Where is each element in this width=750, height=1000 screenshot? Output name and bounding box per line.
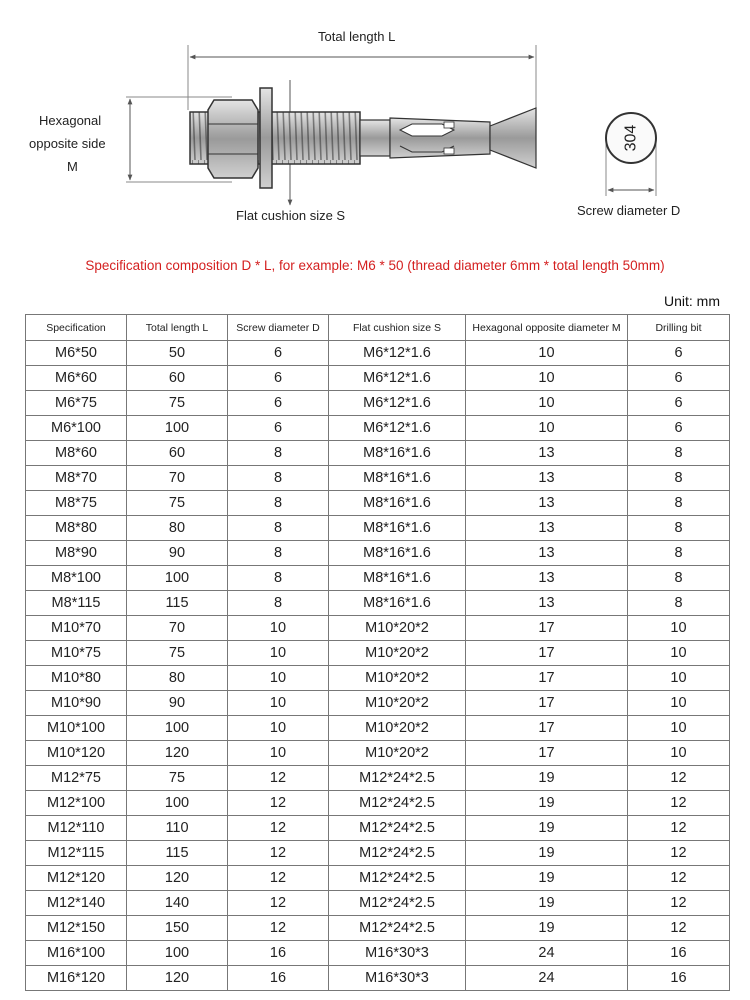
table-cell: 12 bbox=[228, 766, 329, 791]
table-cell: 13 bbox=[466, 441, 628, 466]
table-cell: M10*20*2 bbox=[329, 616, 466, 641]
table-cell: M12*110 bbox=[26, 816, 127, 841]
bolt-body bbox=[190, 88, 536, 188]
table-cell: M12*24*2.5 bbox=[329, 816, 466, 841]
table-cell: 17 bbox=[466, 716, 628, 741]
table-cell: 6 bbox=[628, 416, 730, 441]
table-cell: 12 bbox=[628, 791, 730, 816]
table-cell: M12*75 bbox=[26, 766, 127, 791]
table-cell: 115 bbox=[127, 591, 228, 616]
column-header: Total length L bbox=[127, 315, 228, 341]
table-cell: 19 bbox=[466, 841, 628, 866]
table-cell: M8*115 bbox=[26, 591, 127, 616]
table-row bbox=[26, 841, 730, 866]
table-cell: 6 bbox=[228, 416, 329, 441]
table-row bbox=[26, 766, 730, 791]
table-cell: M8*16*1.6 bbox=[329, 491, 466, 516]
table-cell: 24 bbox=[466, 941, 628, 966]
table-cell: 16 bbox=[228, 941, 329, 966]
table-cell: M8*60 bbox=[26, 441, 127, 466]
table-cell: 19 bbox=[466, 816, 628, 841]
table-cell: 75 bbox=[127, 391, 228, 416]
column-header: Flat cushion size S bbox=[329, 315, 466, 341]
table-cell: 8 bbox=[628, 491, 730, 516]
table-row bbox=[26, 741, 730, 766]
table-row bbox=[26, 416, 730, 441]
flat-cushion-label: Flat cushion size S bbox=[236, 208, 346, 223]
table-cell: 8 bbox=[628, 441, 730, 466]
table-cell: 12 bbox=[228, 791, 329, 816]
hex-label-line-3: M bbox=[67, 159, 78, 174]
table-cell: 19 bbox=[466, 916, 628, 941]
table-cell: 13 bbox=[466, 491, 628, 516]
column-header: Screw diameter D bbox=[228, 315, 329, 341]
table-cell: M12*24*2.5 bbox=[329, 766, 466, 791]
table-row bbox=[26, 341, 730, 366]
table-cell: M12*100 bbox=[26, 791, 127, 816]
table-cell: M6*12*1.6 bbox=[329, 416, 466, 441]
table-cell: 60 bbox=[127, 366, 228, 391]
table-cell: M12*24*2.5 bbox=[329, 841, 466, 866]
table-row bbox=[26, 616, 730, 641]
table-cell: 10 bbox=[628, 716, 730, 741]
table-cell: 10 bbox=[466, 391, 628, 416]
table-cell: M10*120 bbox=[26, 741, 127, 766]
table-cell: M8*80 bbox=[26, 516, 127, 541]
table-cell: M6*100 bbox=[26, 416, 127, 441]
table-cell: 17 bbox=[466, 691, 628, 716]
table-cell: 10 bbox=[628, 616, 730, 641]
table-row bbox=[26, 866, 730, 891]
table-cell: 12 bbox=[628, 866, 730, 891]
table-cell: M8*16*1.6 bbox=[329, 591, 466, 616]
table-row bbox=[26, 816, 730, 841]
table-cell: 19 bbox=[466, 791, 628, 816]
table-row bbox=[26, 591, 730, 616]
table-cell: M6*60 bbox=[26, 366, 127, 391]
table-cell: 140 bbox=[127, 891, 228, 916]
table-cell: 10 bbox=[466, 366, 628, 391]
table-cell: 19 bbox=[466, 866, 628, 891]
table-cell: M16*30*3 bbox=[329, 941, 466, 966]
table-cell: 70 bbox=[127, 616, 228, 641]
table-cell: 6 bbox=[228, 366, 329, 391]
table-cell: 17 bbox=[466, 616, 628, 641]
table-cell: 110 bbox=[127, 816, 228, 841]
table-cell: 13 bbox=[466, 541, 628, 566]
table-cell: 120 bbox=[127, 966, 228, 991]
table-row bbox=[26, 541, 730, 566]
table-cell: 19 bbox=[466, 766, 628, 791]
table-cell: M10*80 bbox=[26, 666, 127, 691]
table-row bbox=[26, 441, 730, 466]
table-cell: 8 bbox=[228, 441, 329, 466]
table-cell: 10 bbox=[628, 666, 730, 691]
table-cell: 12 bbox=[228, 841, 329, 866]
table-cell: 16 bbox=[628, 941, 730, 966]
table-cell: 24 bbox=[466, 966, 628, 991]
table-cell: 100 bbox=[127, 416, 228, 441]
table-row bbox=[26, 791, 730, 816]
table-cell: 8 bbox=[628, 591, 730, 616]
table-cell: 13 bbox=[466, 566, 628, 591]
table-cell: 6 bbox=[628, 341, 730, 366]
table-cell: 8 bbox=[628, 566, 730, 591]
table-cell: M10*100 bbox=[26, 716, 127, 741]
table-cell: 120 bbox=[127, 741, 228, 766]
table-cell: 8 bbox=[228, 516, 329, 541]
table-cell: 17 bbox=[466, 741, 628, 766]
table-cell: 13 bbox=[466, 516, 628, 541]
table-cell: 10 bbox=[628, 641, 730, 666]
table-cell: 10 bbox=[628, 691, 730, 716]
table-cell: 80 bbox=[127, 666, 228, 691]
table-cell: 90 bbox=[127, 691, 228, 716]
table-cell: 6 bbox=[628, 366, 730, 391]
table-cell: 8 bbox=[228, 491, 329, 516]
table-cell: 19 bbox=[466, 891, 628, 916]
table-cell: M10*20*2 bbox=[329, 641, 466, 666]
table-cell: 12 bbox=[628, 816, 730, 841]
table-cell: 10 bbox=[228, 616, 329, 641]
table-row bbox=[26, 941, 730, 966]
table-cell: 12 bbox=[628, 841, 730, 866]
table-header-row bbox=[26, 315, 730, 341]
table-cell: 12 bbox=[228, 891, 329, 916]
table-cell: 70 bbox=[127, 466, 228, 491]
table-cell: 6 bbox=[228, 341, 329, 366]
table-cell: M10*20*2 bbox=[329, 741, 466, 766]
table-cell: M10*70 bbox=[26, 616, 127, 641]
table-cell: M8*70 bbox=[26, 466, 127, 491]
table-row bbox=[26, 366, 730, 391]
table-cell: 100 bbox=[127, 716, 228, 741]
table-cell: M16*120 bbox=[26, 966, 127, 991]
table-cell: 8 bbox=[628, 466, 730, 491]
table-cell: 12 bbox=[628, 891, 730, 916]
spec-table bbox=[25, 314, 730, 991]
table-row bbox=[26, 716, 730, 741]
table-cell: M8*16*1.6 bbox=[329, 566, 466, 591]
column-header: Drilling bit bbox=[628, 315, 730, 341]
table-cell: M6*12*1.6 bbox=[329, 341, 466, 366]
table-cell: M12*115 bbox=[26, 841, 127, 866]
table-cell: 100 bbox=[127, 791, 228, 816]
table-cell: 12 bbox=[628, 766, 730, 791]
table-cell: M12*24*2.5 bbox=[329, 791, 466, 816]
table-cell: 100 bbox=[127, 566, 228, 591]
hex-label-line-1: Hexagonal bbox=[39, 113, 102, 128]
table-row bbox=[26, 491, 730, 516]
table-cell: 8 bbox=[628, 516, 730, 541]
table-cell: 16 bbox=[228, 966, 329, 991]
table-cell: 100 bbox=[127, 941, 228, 966]
table-cell: 8 bbox=[228, 591, 329, 616]
table-row bbox=[26, 641, 730, 666]
table-cell: 150 bbox=[127, 916, 228, 941]
specification-note: Specification composition D * L, for example: M6 * 50 (thread diameter 6mm * total length 50mm) bbox=[85, 258, 665, 273]
table-cell: 8 bbox=[228, 466, 329, 491]
hex-label-line-2: opposite side bbox=[29, 136, 106, 151]
screw-diameter-label: Screw diameter D bbox=[577, 203, 681, 218]
table-cell: 60 bbox=[127, 441, 228, 466]
table-cell: 8 bbox=[228, 566, 329, 591]
table-cell: 13 bbox=[466, 466, 628, 491]
table-row bbox=[26, 516, 730, 541]
bolt-head-view bbox=[606, 113, 656, 196]
table-row bbox=[26, 916, 730, 941]
table-cell: 10 bbox=[628, 741, 730, 766]
table-cell: 120 bbox=[127, 866, 228, 891]
table-cell: 115 bbox=[127, 841, 228, 866]
table-cell: M6*12*1.6 bbox=[329, 366, 466, 391]
unit-label: Unit: mm bbox=[664, 293, 720, 309]
table-cell: 8 bbox=[228, 541, 329, 566]
table-row bbox=[26, 966, 730, 991]
table-cell: M8*16*1.6 bbox=[329, 441, 466, 466]
table-cell: M8*16*1.6 bbox=[329, 466, 466, 491]
table-cell: 90 bbox=[127, 541, 228, 566]
table-cell: 13 bbox=[466, 591, 628, 616]
table-cell: M10*75 bbox=[26, 641, 127, 666]
table-cell: 6 bbox=[228, 391, 329, 416]
table-cell: M12*150 bbox=[26, 916, 127, 941]
table-cell: 75 bbox=[127, 766, 228, 791]
table-cell: 10 bbox=[228, 716, 329, 741]
table-row bbox=[26, 466, 730, 491]
table-cell: M10*90 bbox=[26, 691, 127, 716]
total-length-label: Total length L bbox=[318, 29, 396, 44]
table-cell: M12*24*2.5 bbox=[329, 916, 466, 941]
table-cell: 16 bbox=[628, 966, 730, 991]
table-cell: M8*16*1.6 bbox=[329, 516, 466, 541]
table-cell: M8*75 bbox=[26, 491, 127, 516]
table-cell: 80 bbox=[127, 516, 228, 541]
table-cell: M10*20*2 bbox=[329, 666, 466, 691]
table-cell: 10 bbox=[228, 666, 329, 691]
table-cell: 12 bbox=[628, 916, 730, 941]
column-header: Specification bbox=[26, 315, 127, 341]
table-cell: 17 bbox=[466, 641, 628, 666]
table-cell: M12*24*2.5 bbox=[329, 891, 466, 916]
table-cell: M6*75 bbox=[26, 391, 127, 416]
table-cell: 12 bbox=[228, 866, 329, 891]
table-cell: 12 bbox=[228, 916, 329, 941]
table-row bbox=[26, 891, 730, 916]
table-cell: M12*24*2.5 bbox=[329, 866, 466, 891]
table-cell: M8*90 bbox=[26, 541, 127, 566]
table-cell: M12*120 bbox=[26, 866, 127, 891]
table-cell: 10 bbox=[466, 341, 628, 366]
table-cell: M6*12*1.6 bbox=[329, 391, 466, 416]
table-cell: M6*50 bbox=[26, 341, 127, 366]
table-cell: 6 bbox=[628, 391, 730, 416]
table-cell: 75 bbox=[127, 491, 228, 516]
table-body bbox=[26, 341, 730, 991]
table-row bbox=[26, 391, 730, 416]
table-cell: 10 bbox=[466, 416, 628, 441]
table-cell: 10 bbox=[228, 691, 329, 716]
table-cell: M8*16*1.6 bbox=[329, 541, 466, 566]
table-cell: 50 bbox=[127, 341, 228, 366]
table-cell: M10*20*2 bbox=[329, 691, 466, 716]
table-row bbox=[26, 691, 730, 716]
table-cell: 75 bbox=[127, 641, 228, 666]
table-cell: M12*140 bbox=[26, 891, 127, 916]
table-cell: M16*30*3 bbox=[329, 966, 466, 991]
bolt-diagram bbox=[0, 0, 750, 250]
table-cell: M16*100 bbox=[26, 941, 127, 966]
table-row bbox=[26, 566, 730, 591]
table-cell: 10 bbox=[228, 641, 329, 666]
table-row bbox=[26, 666, 730, 691]
table-cell: 17 bbox=[466, 666, 628, 691]
table-cell: 8 bbox=[628, 541, 730, 566]
head-marking: 304 bbox=[622, 124, 640, 152]
column-header: Hexagonal opposite diameter M bbox=[466, 315, 628, 341]
table-cell: M8*100 bbox=[26, 566, 127, 591]
table-cell: 12 bbox=[228, 816, 329, 841]
table-cell: 10 bbox=[228, 741, 329, 766]
table-cell: M10*20*2 bbox=[329, 716, 466, 741]
